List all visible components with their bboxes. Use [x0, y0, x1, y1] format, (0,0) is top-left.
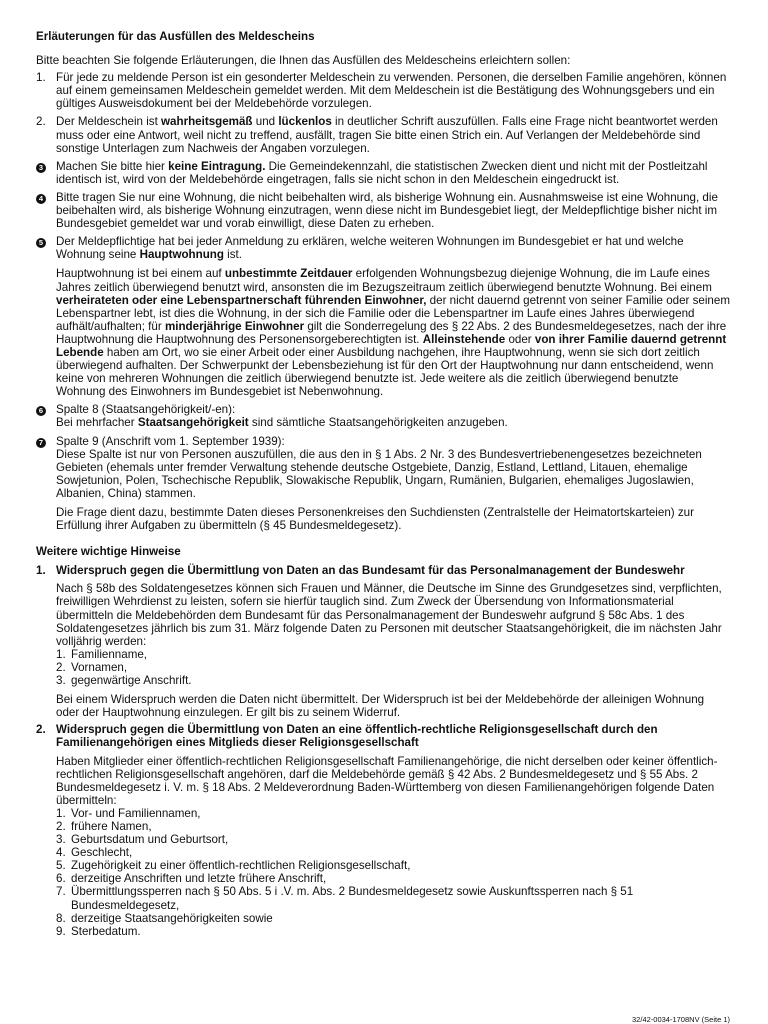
item-text: Machen Sie bitte hier keine Eintragung. Die Gemeindekennzahl, die statistischen Zwecken dient und nicht mit der Postleitzahl identisch ist, wird von der Meldebehörde eingetragen, falls sie nicht schon in den Meldeschein eingedruckt ist. — [56, 159, 708, 186]
item-text: Spalte 8 (Staatsangehörigkeit/-en): Bei mehrfacher Staatsangehörigkeit sind sämtliche Staatsangehörigkeiten anzugeben. — [56, 403, 508, 430]
intro-text: Bitte beachten Sie folgende Erläuterungen, die Ihnen das Ausfüllen des Meldescheins erleichtern sollen: — [36, 54, 571, 68]
hauptwohnung-definition: Hauptwohnung ist bei einem auf unbestimmte Zeitdauer erfolgenden Wohnungsbezug diejenige Wohnung, die im Laufe eines Jahres zeitlich überwiegend benutzt wird, ansonsten die im Bezugszeitraum zeitlich überwiegend benutzte Wohnung. Bei einem verheirateten oder eine Lebenspartnerschaft führenden Einwohner, der nicht dauernd getrennt von seiner Familie oder seinem Lebenspartner lebt, ist dies die Wohnung, in der sich die Familie oder die Lebenspartner im Laufe eines Jahres überwiegend aufhält/aufhalten; für minderjährige Einwohner gilt die Sonderregelung des § 22 Abs. 2 des Bundesmeldegesetzes, nach der ihre Hauptwohnung die Hauptwohnung des Personensorgeberechtigten ist. Alleinstehende oder von ihrer Familie dauernd getrennt Lebende haben am Ort, wo sie einer Arbeit oder einer Ausbildung nachgehen, ihre Hauptwohnung, wenn sie sich dort zeitlich überwiegend aufhalten. Der Schwerpunkt der Lebensbeziehung ist für den Ort der Hauptwohnung nur dann entscheidend, wenn keine von mehreren Wohnungen die zeitlich überwiegend benutzte ist. Jede weitere als die zeitlich überwiegend benutzte Wohnung des Einwohners im Bundesgebiet ist Nebenwohnung. — [56, 267, 730, 399]
circled-number-icon: 3 — [36, 163, 46, 173]
item-number: 1. — [36, 71, 46, 85]
item-text: Der Meldepflichtige hat bei jeder Anmeldung zu erklären, welche weiteren Wohnungen im Bundesgebiet er hat und welche Wohnung seine Hauptwohnung ist. Hauptwohnung ist bei einem auf unbestimmte Zeitdauer erfolgenden Wohnungsbezug diejenige Wohnung, die im Laufe eines Jahres zeitlich überwiegend benutzt wird, ansonsten die im Bezugszeitraum zeitlich überwiegend benutzte Wohnung. Bei einem verheirateten oder eine Lebenspartnerschaft führenden Einwohner, der nicht dauernd getrennt von seiner Familie oder seinem Lebenspartner lebt, ist dies die Wohnung, in der sich die Familie oder die Lebenspartner im Laufe eines Jahres überwiegend aufhält/aufhalten; für minderjährige Einwohner gilt die Sonderregelung des § 22 Abs. 2 des Bundesmeldegesetzes, nach der ihre Hauptwohnung die Hauptwohnung des Personensorgeberechtigten ist. Alleinstehende oder von ihrer Familie dauernd getrennt Lebende haben am Ort, wo sie einer Arbeit oder einer Ausbildung nachgehen, ihre Hauptwohnung, wenn sie sich dort zeitlich überwiegend aufhalten. Der Schwerpunkt der Lebensbeziehung ist für den Ort der Hauptwohnung nur dann entscheidend, wenn keine von mehreren Wohnungen die zeitlich überwiegend benutzte ist. Jede weitere als die zeitlich überwiegend benutzte Wohnung des Einwohners im Bundesgebiet ist Nebenwohnung. — [56, 235, 730, 399]
list-item: 5. Zugehörigkeit zu einer öffentlich-rechtlichen Religionsgesellschaft, — [56, 859, 411, 873]
explanation-item-7 — [36, 435, 730, 533]
section-subtitle: Weitere wichtige Hinweise — [36, 545, 181, 559]
note-text: Nach § 58b des Soldatengesetzes können sich Frauen und Männer, die Deutsche im Sinne des Grundgesetzes sind, verpflichten, freiwilligen Wehrdienst zu leisten, sofern sie hierfür tauglich sind. Zum Zweck der Übersendung von Informationsmaterial übermitteln die Meldebehörden dem Bundesamt für das Personalmanagement der Bundeswehr aufgrund § 58c Abs. 1 des Soldatengesetzes jährlich bis zum 31. März folgende Daten zu Personen mit deutscher Staatsangehörigkeit, die im nächsten Jahr volljährig werden: — [56, 582, 722, 648]
list-item: 9. Sterbedatum. — [56, 924, 141, 938]
circled-number-icon: 7 — [36, 438, 46, 448]
item-text: Der Meldeschein ist wahrheitsgemäß und lückenlos in deutlicher Schrift auszufüllen. Falls eine Frage nicht beantwortet werden muss oder eine Antwort, weil nicht zu treffend, ausfällt, tragen Sie bitte einen Strich ein. Auf Verlangen der Meldebehörde sind sonstige Unterlagen zum Nachweis der Angaben vorzulegen. — [56, 115, 718, 155]
list-item: 2. Vornamen, — [56, 660, 128, 674]
item-number: 2. — [36, 115, 46, 129]
circled-number-icon: 4 — [36, 194, 46, 204]
list-item: 6. derzeitige Anschriften und letzte frühere Anschrift, — [56, 872, 327, 886]
item-text: Spalte 9 (Anschrift vom 1. September 1939): Diese Spalte ist nur von Personen auszufüllen, die aus den in § 1 Abs. 2 Nr. 3 des Bundesvertriebenengesetzes bezeichneten Gebieten (ehemals unter fremder Verwaltung stehende deutsche Ostgebiete, Danzig, Estland, Lettland, Litauen, ehemalige Sowjetunion, Polen, Tschechische Republik, Slowakische Republik, Ungarn, Rumänien, Bulgarien, ehemaliges Jugoslawien, Albanien, China) stammen. Die Frage dient dazu, bestimmte Daten dieses Personenkreises den Suchdiensten (Zentralstelle der Heimatortskarteien) zur Erfüllung ihrer Aufgaben zu übermitteln (§ 45 Bundesmeldegesetz). — [56, 434, 702, 533]
note-heading: Widerspruch gegen die Übermittlung von Daten an das Bundesamt für das Personalmanagement der Bundeswehr — [56, 564, 685, 578]
list-item: 4. Geschlecht, — [56, 846, 133, 860]
form-number-footer: 32/42-0034-1708NV (Seite 1) — [632, 1015, 730, 1024]
list-item: 7. Übermittlungssperren nach § 50 Abs. 5 i .V. m. Abs. 2 Bundesmeldegesetz sowie Auskunftssperren nach § 51 Bundesmeldegesetz, — [56, 885, 634, 912]
note-number: 2. — [36, 723, 46, 737]
explanation-item-4 — [36, 191, 730, 230]
note-text: Haben Mitglieder einer öffentlich-rechtlichen Religionsgesellschaft Familienangehörige, die nicht derselben oder keiner öffentlich-rechtlichen Religionsgesellschaft angehören, darf die Meldebehörde gemäß § 42 Abs. 2 Bundesmeldegesetz und § 55 Abs. 2 Bundesmeldegesetz i. V. m. § 18 Abs. 2 Meldeverordnung Baden-Württemberg von diesen Familienangehörigen folgende Daten übermitteln: — [56, 754, 718, 807]
circled-number-icon: 5 — [36, 238, 46, 248]
note-list — [56, 807, 730, 938]
circled-number-icon: 6 — [36, 406, 46, 416]
list-item: 8. derzeitige Staatsangehörigkeiten sowie — [56, 911, 273, 925]
explanation-item-1 — [36, 71, 730, 110]
note-list — [56, 648, 730, 687]
list-item: 1. Vor- und Familiennamen, — [56, 806, 201, 820]
page-title: Erläuterungen für das Ausfüllen des Meldescheins — [36, 30, 315, 43]
note-item-2 — [36, 723, 730, 938]
note-item-1 — [36, 564, 730, 719]
item-text: Bitte tragen Sie nur eine Wohnung, die nicht beibehalten wird, als bisherige Wohnung ein. Ausnahmsweise ist eine Wohnung, die beibehalten wird, als bisherige Wohnung einzutragen, wenn diese nicht im Bundesgebiet liegt, der Meldepflichtige bisher nicht im Bundesgebiet gemeldet war und vorab einwilligt, diese Daten zu erheben. — [56, 190, 718, 231]
item-text: Für jede zu meldende Person ist ein gesonderter Meldeschein zu verwenden. Personen, die derselben Familie angehören, können auf einem gemeinsamen Meldeschein gemeldet werden. Mit dem Meldeschein ist die Bestätigung des Wohnungsgebers und ein gültiges Ausweisdokument bei der Meldebehörde vorzulegen. — [56, 71, 727, 111]
explanation-item-5 — [36, 235, 730, 398]
explanation-item-3 — [36, 160, 730, 186]
note-text-after: Bei einem Widerspruch werden die Daten nicht übermittelt. Der Widerspruch ist bei der Meldebehörde der alleinigen Wohnung oder der Hauptwohnung einzulegen. Er gilt bis zu seinem Widerruf. — [56, 693, 705, 720]
list-item: 3. gegenwärtige Anschrift. — [56, 674, 192, 688]
list-item: 3. Geburtsdatum und Geburtsort, — [56, 833, 229, 847]
explanation-item-2 — [36, 115, 730, 154]
note-heading: Widerspruch gegen die Übermittlung von Daten an eine öffentlich-rechtliche Religionsgesellschaft durch den Familienangehörigen eines Mitglieds dieser Religionsgesellschaft — [56, 723, 658, 750]
explanation-item-6 — [36, 403, 730, 429]
note-number: 1. — [36, 564, 46, 578]
list-item: 2. frühere Namen, — [56, 819, 152, 833]
list-item: 1. Familienname, — [56, 647, 148, 661]
